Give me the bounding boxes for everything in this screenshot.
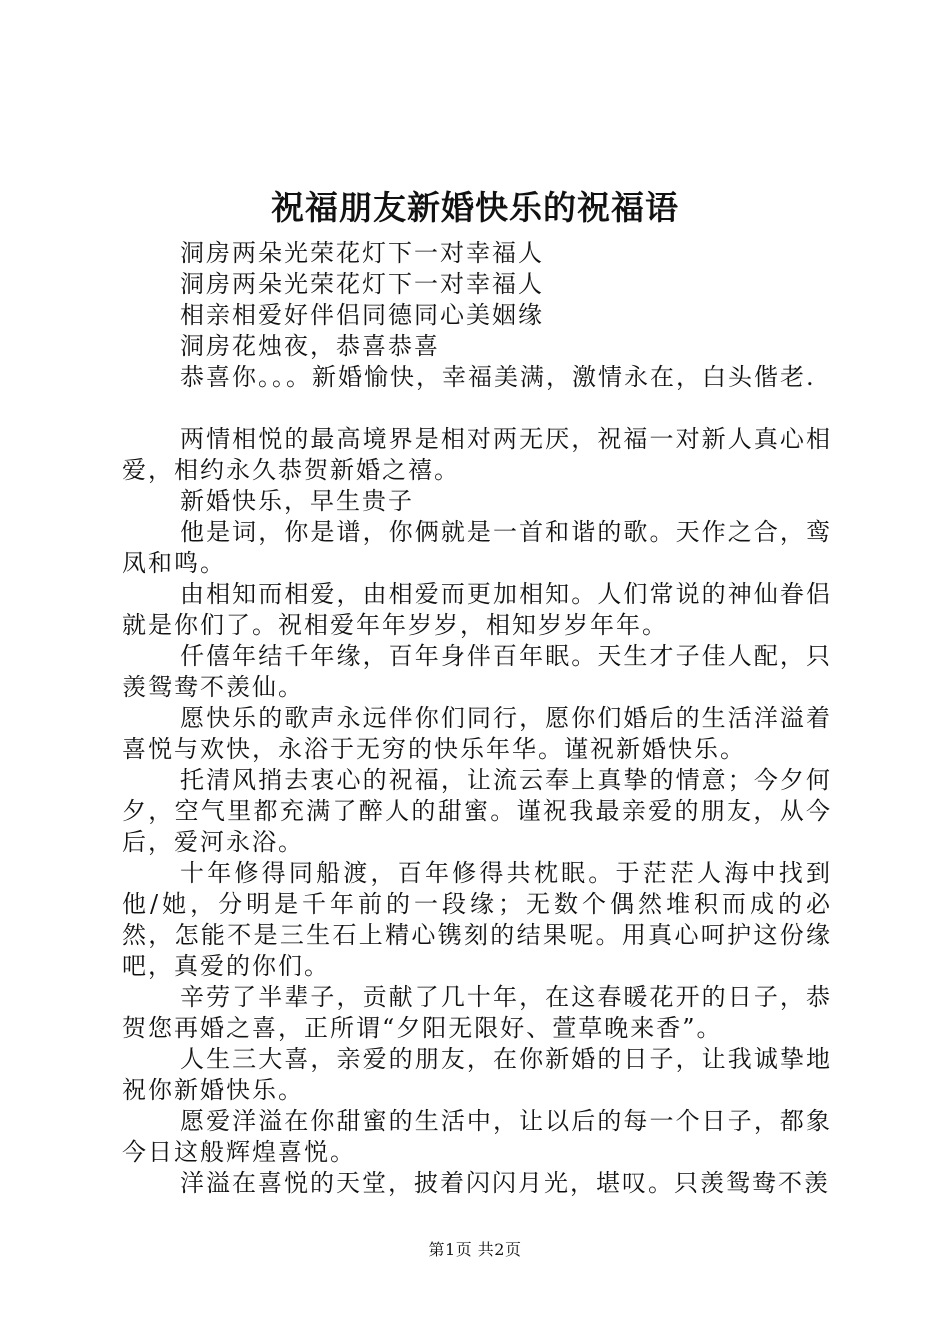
paragraph-6: 愿快乐的歌声永远伴你们同行，愿你们婚后的生活洋溢着喜悦与欢快，永浴于无穷的快乐年华。谨祝新婚快乐。 bbox=[122, 704, 832, 763]
verse-line-1: 洞房两朵光荣花灯下一对幸福人 bbox=[180, 239, 544, 267]
paragraph-3: 他是词，你是谱，你俩就是一首和谐的歌。天作之合，鸾凤和鸣。 bbox=[122, 518, 832, 577]
verse-line-5: 恭喜你。。。新婚愉快，幸福美满，激情永在，白头偕老. bbox=[180, 363, 816, 391]
blank-line bbox=[122, 393, 832, 424]
paragraph-5: 仟僖年结千年缘，百年身伴百年眠。天生才子佳人配，只羡鸳鸯不羡仙。 bbox=[122, 642, 832, 701]
verse-line-3: 相亲相爱好伴侣同德同心美姻缘 bbox=[180, 301, 544, 329]
paragraph-4: 由相知而相爱，由相爱而更加相知。人们常说的神仙眷侣就是你们了。祝相爱年年岁岁，相知岁岁年年。 bbox=[122, 580, 832, 639]
paragraph-9: 辛劳了半辈子，贡献了几十年，在这春暖花开的日子，恭贺您再婚之喜，正所谓“夕阳无限好、萱草晚来香”。 bbox=[122, 983, 832, 1042]
paragraph-8: 十年修得同船渡，百年修得共枕眠。于茫茫人海中找到他/她，分明是千年前的一段缘；无数个偶然堆积而成的必然，怎能不是三生石上精心镌刻的结果呢。用真心呵护这份缘吧，真爱的你们。 bbox=[122, 859, 832, 980]
paragraph-2: 新婚快乐，早生贵子 bbox=[180, 487, 414, 515]
paragraph-10: 人生三大喜，亲爱的朋友，在你新婚的日子，让我诚挚地祝你新婚快乐。 bbox=[122, 1045, 832, 1104]
verse-line-2: 洞房两朵光荣花灯下一对幸福人 bbox=[180, 270, 544, 298]
paragraph-11: 愿爱洋溢在你甜蜜的生活中，让以后的每一个日子，都象今日这般辉煌喜悦。 bbox=[122, 1107, 832, 1166]
paragraph-7: 托清风捎去衷心的祝福，让流云奉上真挚的情意；今夕何夕，空气里都充满了醉人的甜蜜。谨祝我最亲爱的朋友，从今后，爱河永浴。 bbox=[122, 766, 832, 856]
verse-line-4: 洞房花烛夜，恭喜恭喜 bbox=[180, 332, 440, 360]
document-title: 祝福朋友新婚快乐的祝福语 bbox=[271, 188, 679, 227]
paragraph-12: 洋溢在喜悦的天堂，披着闪闪月光，堪叹。只羡鸳鸯不羡 bbox=[180, 1169, 830, 1197]
page-number-footer: 第1页 共2页 bbox=[428, 1240, 522, 1259]
paragraph-1: 两情相悦的最高境界是相对两无厌，祝福一对新人真心相爱，相约永久恭贺新婚之禧。 bbox=[122, 425, 832, 484]
document-body bbox=[122, 238, 832, 1199]
